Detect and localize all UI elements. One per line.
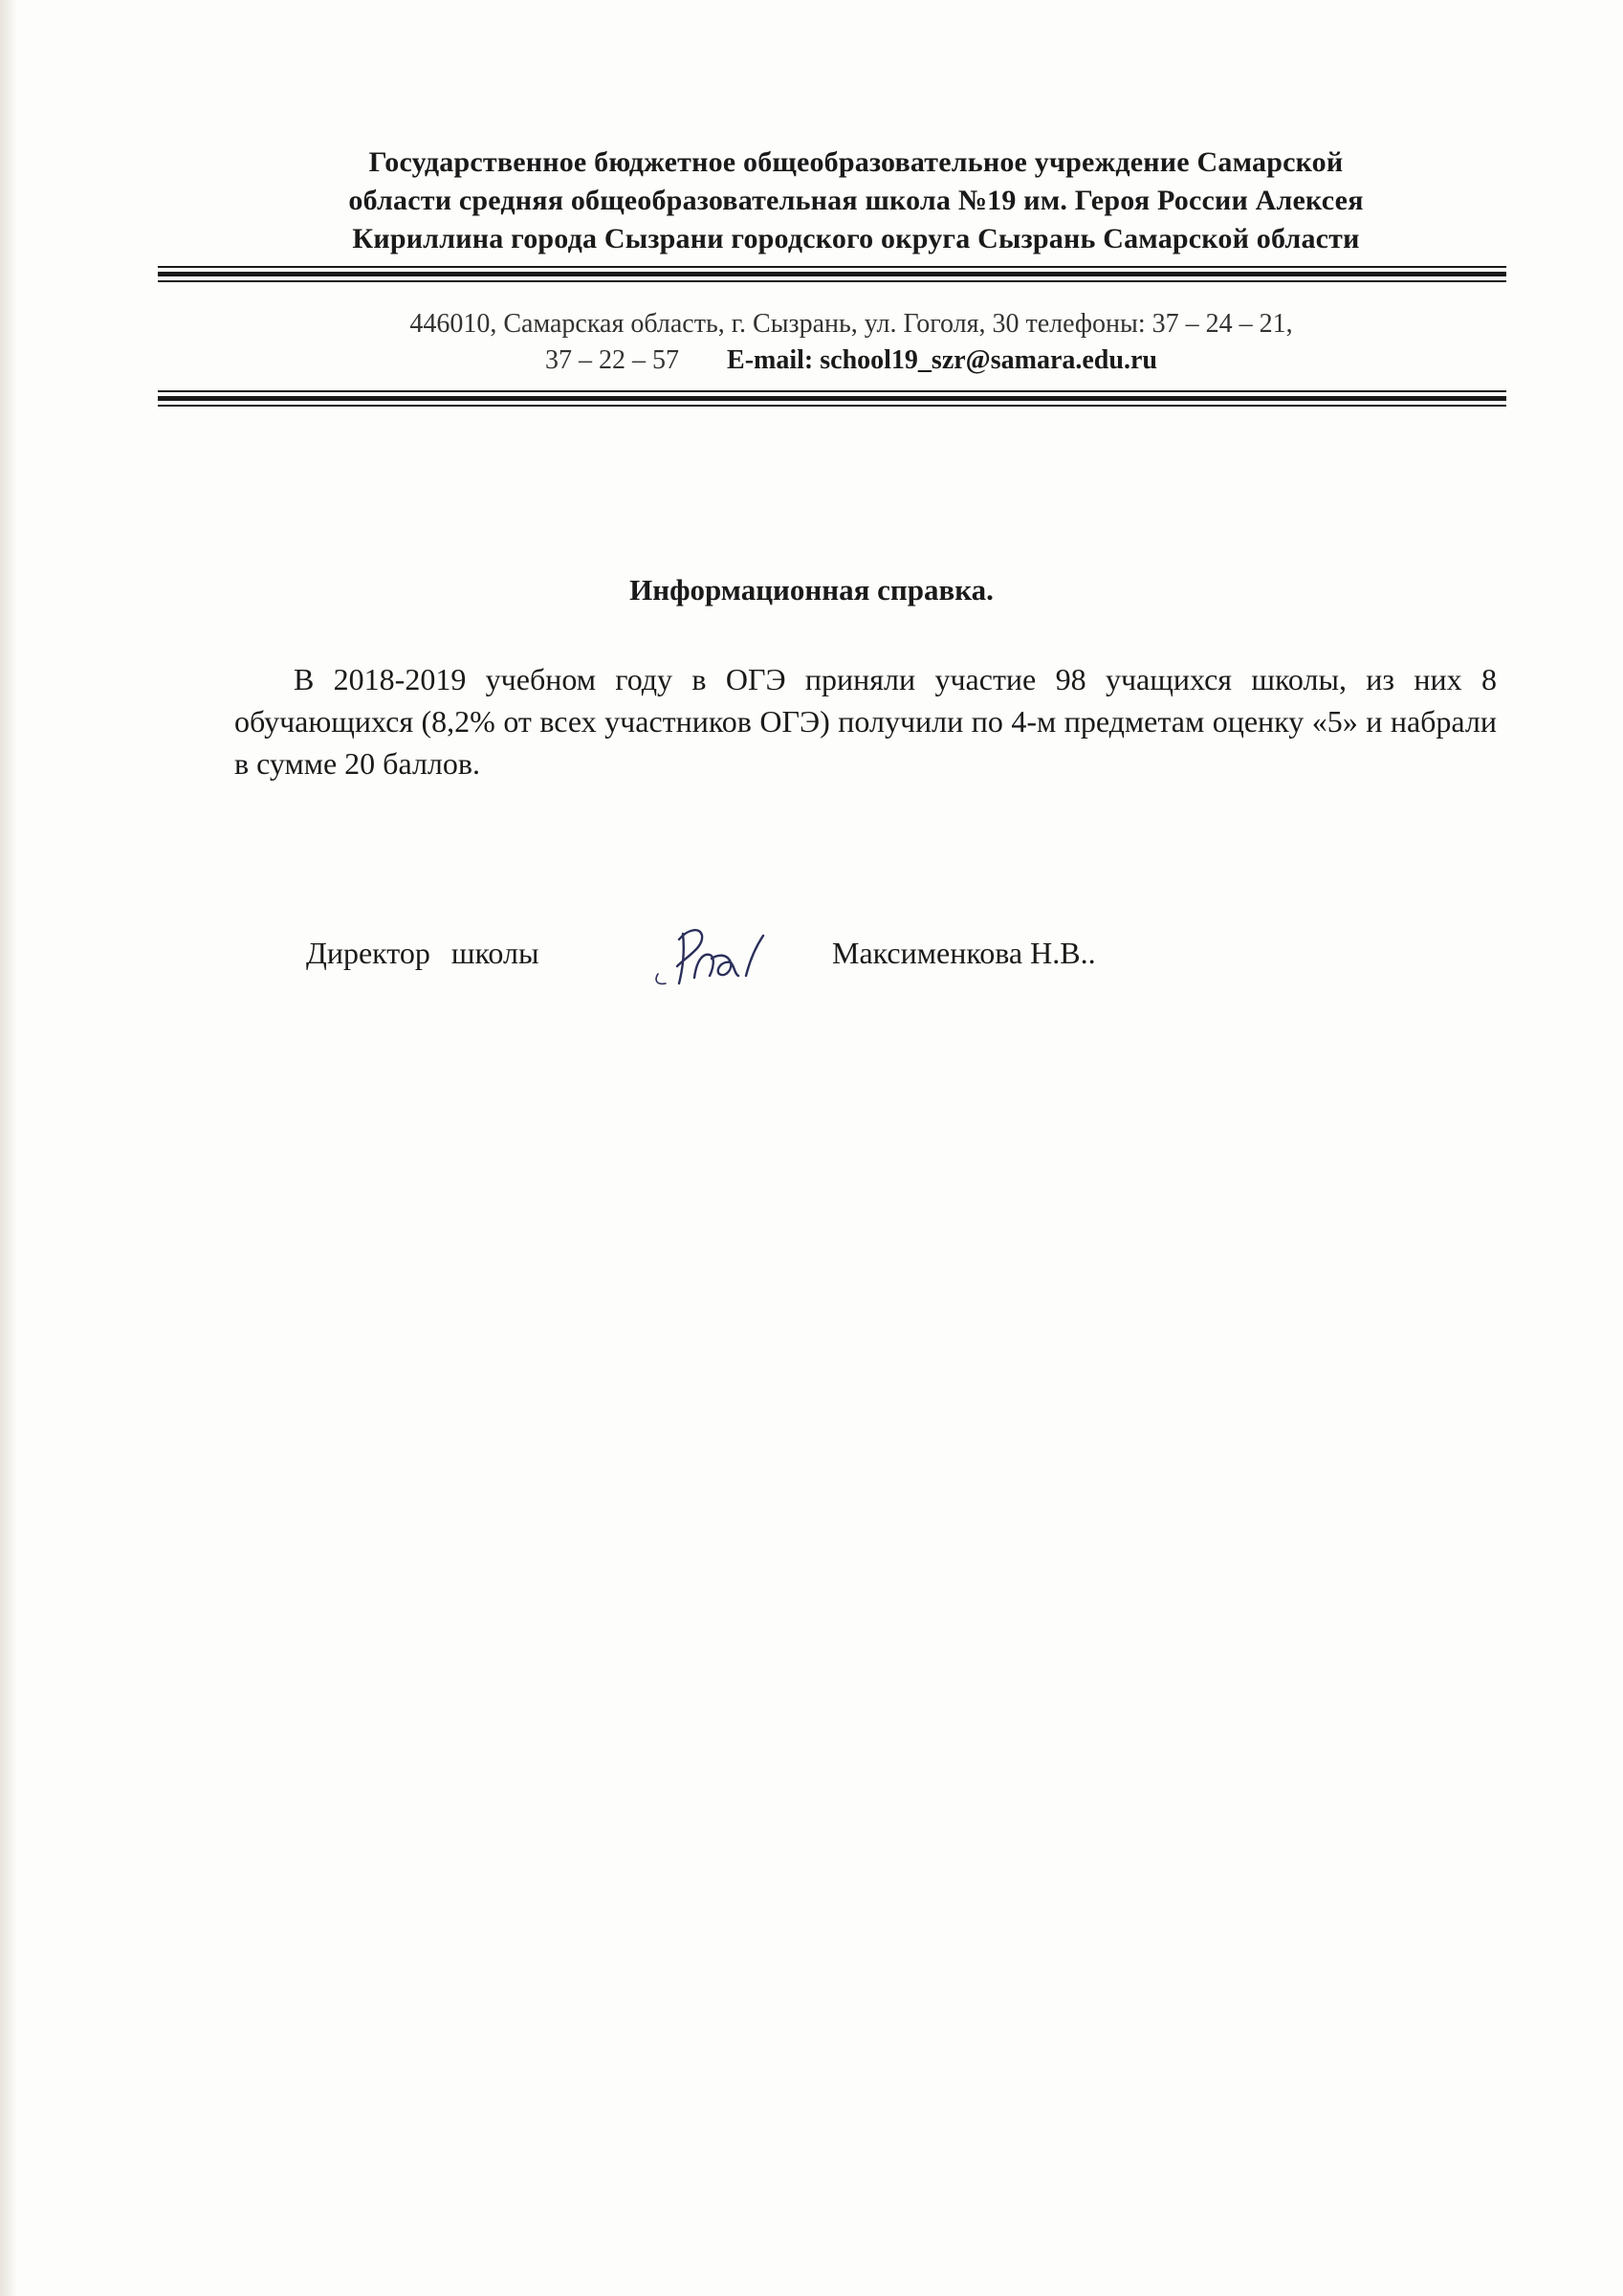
organization-name-line-2: области средняя общеобразовательная школа №19 им. Героя России Алексея	[348, 185, 1364, 216]
signature-row	[306, 918, 1262, 995]
phone-email-line	[196, 342, 1506, 379]
email-address: school19_szr@samara.edu.ru	[820, 345, 1157, 375]
organization-name-line-3: Кириллина города Сызрани городского округа Сызрань Самарской области	[352, 223, 1360, 254]
signatory-name: Максименкова Н.В..	[832, 936, 1096, 970]
document-body: В 2018-2019 учебном году в ОГЭ приняли участие 98 учащихся школы, из них 8 обучающихся (8,2% от всех участников ОГЭ) получили по 4-м предметам оценку «5» и набрали в сумме 20 баллов.	[234, 662, 1497, 781]
letterhead	[158, 144, 1506, 408]
rule-thick-line	[158, 396, 1506, 401]
organization-name-line-1: Государственное бюджетное общеобразовательное учреждение Самарской	[368, 146, 1344, 178]
rule-thin-line	[158, 266, 1506, 268]
second-phone: 37 – 22 – 57	[545, 345, 680, 375]
rule-thick-line	[158, 272, 1506, 276]
page-edge-shadow	[0, 0, 17, 2296]
document-title: Информационная справка.	[629, 573, 994, 607]
organization-name	[158, 144, 1506, 258]
address-line: 446010, Самарская область, г. Сызрань, ул. Гоголя, 30 телефоны: 37 – 24 – 21,	[409, 309, 1293, 339]
contact-block	[158, 306, 1506, 379]
signatory-title: Директор школы	[306, 936, 539, 970]
rule-thin-line	[158, 405, 1506, 407]
email-label: E-mail:	[727, 345, 814, 375]
handwritten-signature-icon	[641, 918, 784, 995]
bottom-triple-rule	[158, 390, 1506, 408]
top-triple-rule	[158, 266, 1506, 283]
rule-thin-line	[158, 390, 1506, 392]
rule-thin-line	[158, 280, 1506, 282]
